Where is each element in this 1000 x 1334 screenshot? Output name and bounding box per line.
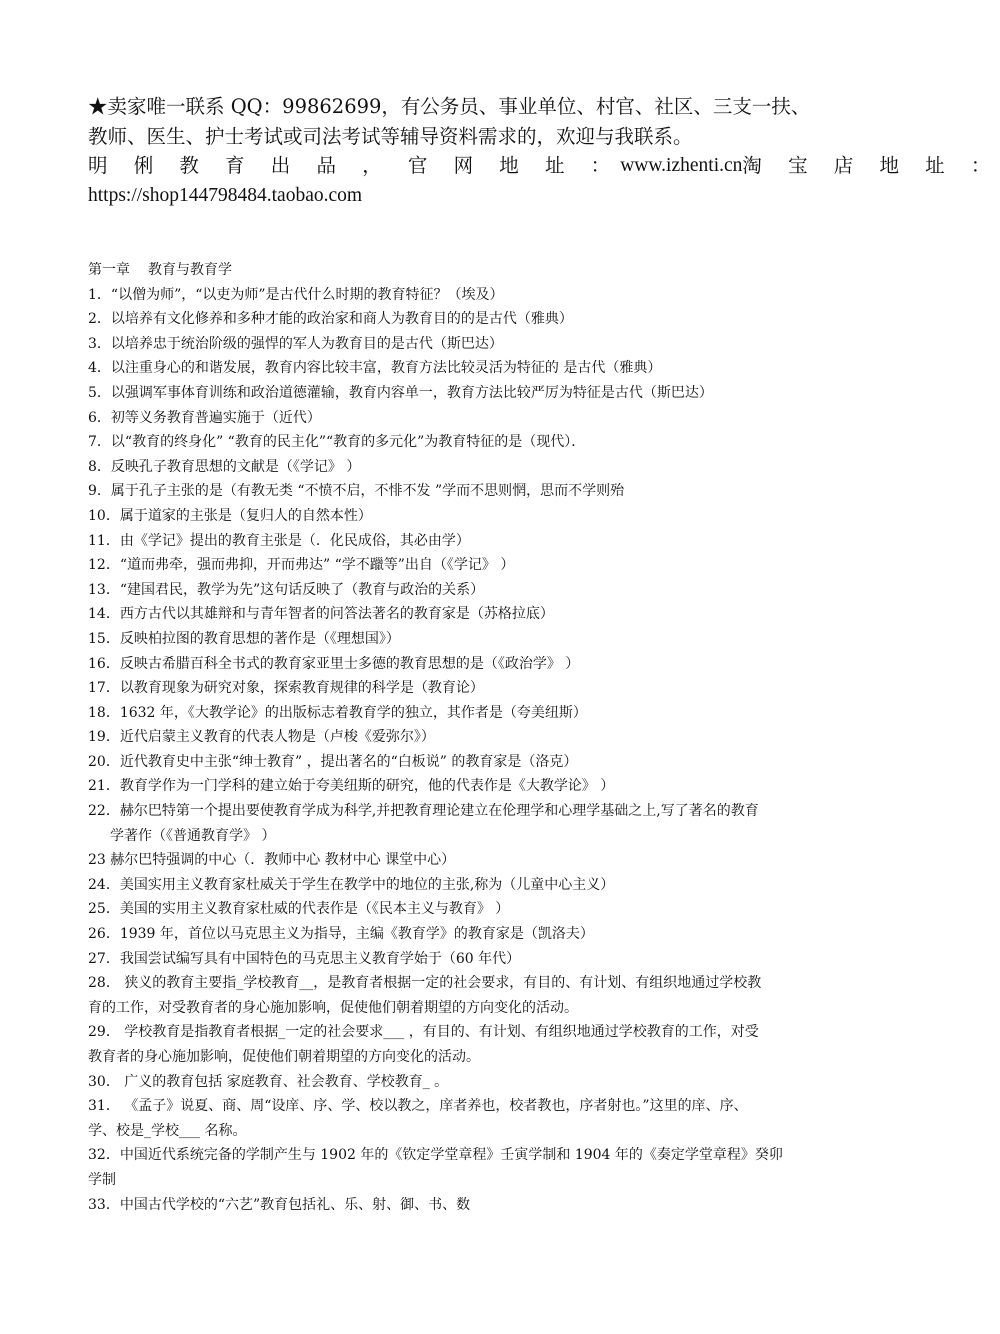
list-item-29-line1: 29． 学校教育是指教育者根据_一定的社会要求___ ，有目的、有计划、有组织地通过学校教育的工作，对受 bbox=[88, 1024, 759, 1041]
list-item: 5．以强调军事体育训练和政治道德灌输，教育内容单一，教育方法比较严厉为特征是古代（斯巴达） bbox=[88, 384, 713, 401]
list-item: 21．教育学作为一门学科的建立始于夸美纽斯的研究，他的代表作是《大教学论》 ） bbox=[88, 778, 615, 795]
list-item-31-line1: 31． 《孟子》说夏、商、周“设庠、序、学、校以教之，庠者养也，校者教也，序者射也。”这里的庠、序、 bbox=[88, 1098, 748, 1115]
list-item: 10．属于道家的主张是（复归人的自然本性） bbox=[88, 507, 372, 524]
list-item: 24．美国实用主义教育家杜威关于学生在教学中的地位的主张,称为（儿童中心主义） bbox=[88, 876, 615, 893]
list-item-32-line1: 32．中国近代系统完备的学制产生与 1902 年的《钦定学堂章程》壬寅学制和 1904 年的《奏定学堂章程》癸卯 bbox=[88, 1147, 783, 1164]
list-item: 25．美国的实用主义教育家杜威的代表作是（《民本主义与教育》 ） bbox=[88, 901, 510, 918]
list-item-32-line2: 学制 bbox=[88, 1171, 116, 1188]
chapter-content bbox=[88, 258, 888, 1217]
list-item: 11．由《学记》提出的教育主张是（．化民成俗，其必由学） bbox=[88, 532, 470, 549]
header-contact-line: ★卖家唯一联系 QQ：99862699，有公务员、事业单位、村官、社区、三支一扶、 bbox=[88, 95, 811, 118]
list-item-30: 30． 广义的教育包括 家庭教育、社会教育、学校教育_ 。 bbox=[88, 1073, 449, 1090]
list-item-33: 33．中国古代学校的“六艺”教育包括礼、乐、射、御、书、数 bbox=[88, 1196, 471, 1213]
website-link[interactable]: www.izhenti.cn bbox=[620, 155, 743, 176]
list-item: 19．近代启蒙主义教育的代表人物是（卢梭《爱弥尔》） bbox=[88, 729, 435, 746]
list-item: 4．以注重身心的和谐发展，教育内容比较丰富，教育方法比较灵活为特征的 是古代（雅典） bbox=[88, 360, 662, 377]
list-item: 3．以培养忠于统治阶级的强悍的军人为教育目的是古代（斯巴达） bbox=[88, 335, 503, 352]
list-item: 1．“以僧为师”，“以吏为师”是古代什么时期的教育特征？（埃及） bbox=[88, 286, 504, 303]
chapter-heading bbox=[88, 258, 888, 283]
list-item: 17．以教育现象为研究对象，探索教育规律的科学是（教育论） bbox=[88, 680, 484, 697]
chapter-title: 教育与教育学 bbox=[148, 262, 232, 278]
list-item: 7．以“教育的终身化” “教育的民主化”“教育的多元化”为教育特征的是（现代）． bbox=[88, 434, 586, 451]
list-item: 27．我国尝试编写具有中国特色的马克思主义教育学始于（60 年代） bbox=[88, 950, 521, 967]
list-item: 2．以培养有文化修养和多种才能的政治家和商人为教育目的的是古代（雅典） bbox=[88, 311, 573, 328]
list-item-28-line2: 育的工作，对受教育者的身心施加影响，促使他们朝着期望的方向变化的活动。 bbox=[88, 999, 578, 1016]
list-item-31-line2: 学、校是_学校___ 名称。 bbox=[88, 1122, 247, 1139]
list-item-22-line2: 学著作（《普通教育学》 ） bbox=[110, 827, 276, 844]
list-item: 18．1632 年，《大教学论》的出版标志着教育学的独立，其作者是（夸美纽斯） bbox=[88, 704, 587, 721]
header-brand-label: 明 俐 教 育 出 品 ， 官 网 地 址 ： bbox=[88, 154, 621, 177]
list-item: 9．属于孔子主张的是（有教无类 “不愤不启，不悱不发 ”学而不思则惘，思而不学则殆 bbox=[88, 483, 625, 500]
taobao-label: 淘 宝 店 地 址 ： bbox=[742, 154, 1000, 177]
list-item: 12．“道而弗牵，强而弗抑，开而弗达” “学不躐等”出自（《学记》 ） bbox=[88, 557, 515, 574]
seller-header bbox=[88, 92, 1000, 210]
list-item: 15．反映柏拉图的教育思想的著作是（《理想国》） bbox=[88, 630, 400, 647]
list-item: 16．反映古希腊百科全书式的教育家亚里士多德的教育思想的是（《政治学》 ） bbox=[88, 655, 580, 672]
header-services-line: 教师、医生、护士考试或司法考试等辅导资料需求的，欢迎与我联系。 bbox=[88, 124, 693, 148]
chapter-number: 第一章 bbox=[88, 262, 130, 278]
list-item: 26．1939 年，首位以马克思主义为指导，主编《教育学》的教育家是（凯洛夫） bbox=[88, 926, 594, 943]
taobao-shop-link[interactable]: https://shop144798484.taobao.com bbox=[88, 184, 363, 206]
list-item-29-line2: 教育者的身心施加影响，促使他们朝着期望的方向变化的活动。 bbox=[88, 1049, 480, 1065]
list-item: 20．近代教育史中主张“绅士教育” ，提出著名的“白板说” 的教育家是（洛克） bbox=[88, 753, 578, 770]
list-item-28-line1: 28． 狭义的教育主要指_学校教育__，是教育者根据一定的社会要求，有目的、有计划、有组织地通过学校教 bbox=[88, 975, 762, 992]
header-site-line bbox=[88, 151, 1000, 181]
list-item: 13．“建国君民，教学为先”这句话反映了（教育与政治的关系） bbox=[88, 581, 485, 598]
list-item: 8．反映孔子教育思想的文献是（《学记》 ） bbox=[88, 458, 361, 475]
list-item: 6．初等义务教育普遍实施于（近代） bbox=[88, 409, 321, 426]
list-item: 14．西方古代以其雄辩和与青年智者的问答法著名的教育家是（苏格拉底） bbox=[88, 606, 554, 623]
list-item-22-line1: 22．赫尔巴特第一个提出要使教育学成为科学,并把教育理论建立在伦理学和心理学基础之上,写了著名的教育 bbox=[88, 803, 759, 820]
list-item: 23 赫尔巴特强调的中心（．教师中心 教材中心 课堂中心） bbox=[88, 852, 456, 869]
